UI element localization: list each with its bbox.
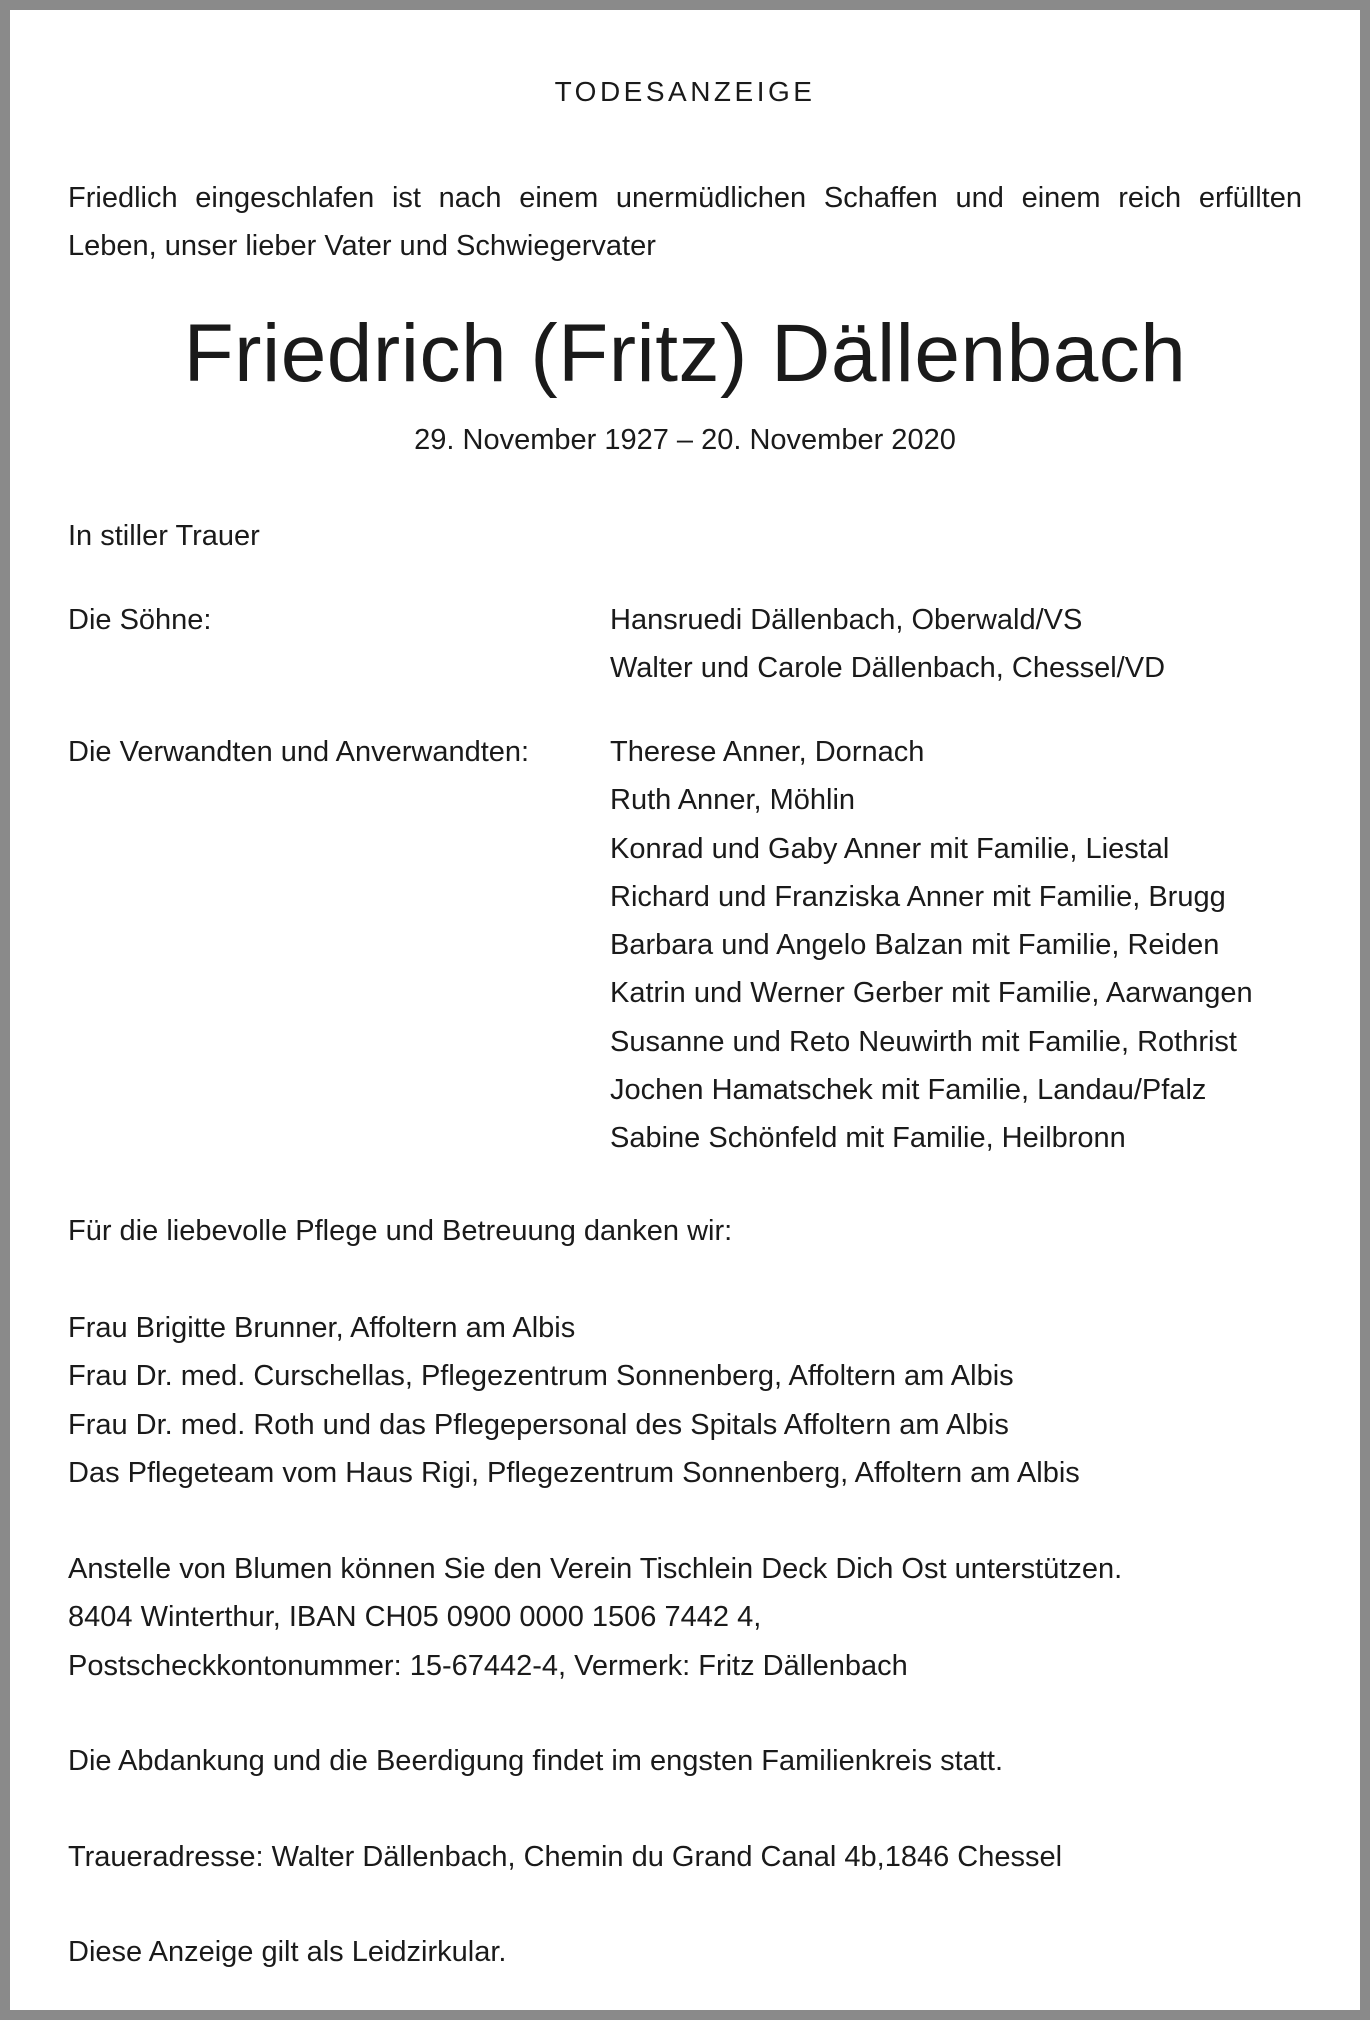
funeral-note: Die Abdankung und die Beerdigung findet im engsten Familienkreis statt. bbox=[68, 1745, 1004, 1777]
donation-line: 8404 Winterthur, IBAN CH05 0900 0000 1506 7442 4, bbox=[68, 1601, 762, 1634]
thanks-entry: Frau Brigitte Brunner, Affoltern am Albis bbox=[68, 1312, 576, 1344]
thanks-entry: Das Pflegeteam vom Haus Rigi, Pflegezentrum Sonnenberg, Affoltern am Albis bbox=[68, 1456, 1080, 1489]
thanks-entry: Frau Dr. med. Curschellas, Pflegezentrum Sonnenberg, Affoltern am Albis bbox=[68, 1360, 1014, 1393]
relative-entry: Jochen Hamatschek mit Familie, Landau/Pfalz bbox=[610, 1074, 1207, 1107]
intro-paragraph: Friedlich eingeschlafen ist nach einem unermüdlichen Schaffen und einem reich erfüllten Leben, unser lieber Vater und Schwiegervater bbox=[68, 182, 1302, 262]
relative-entry: Konrad und Gaby Anner mit Familie, Liestal bbox=[610, 832, 1170, 865]
relative-entry: Sabine Schönfeld mit Familie, Heilbronn bbox=[610, 1122, 1126, 1155]
document-heading: TODESANZEIGE bbox=[554, 76, 816, 107]
mourning-address: Traueradresse: Walter Dällenbach, Chemin du Grand Canal 4b,1846 Chessel bbox=[68, 1841, 1063, 1873]
donation-line: Postscheckkontonummer: 15-67442-4, Vermerk: Fritz Dällenbach bbox=[68, 1649, 908, 1682]
relatives-label: Die Verwandten und Anverwandten: bbox=[68, 736, 530, 768]
relative-entry: Susanne und Reto Neuwirth mit Familie, Rothrist bbox=[610, 1025, 1237, 1058]
obituary-content bbox=[68, 10, 1302, 2010]
relative-entry: Barbara und Angelo Balzan mit Familie, Reiden bbox=[610, 929, 1220, 962]
thanks-intro: Für die liebevolle Pflege und Betreuung danken wir: bbox=[68, 1215, 733, 1247]
deceased-name: Friedrich (Fritz) Dällenbach bbox=[183, 308, 1187, 399]
life-dates: 29. November 1927 – 20. November 2020 bbox=[414, 424, 956, 456]
relative-entry: Richard und Franziska Anner mit Familie, Brugg bbox=[610, 880, 1226, 913]
son-entry: Walter und Carole Dällenbach, Chessel/VD bbox=[610, 652, 1166, 685]
donation-line: Anstelle von Blumen können Sie den Verein Tischlein Deck Dich Ost unterstützen. bbox=[68, 1553, 1123, 1585]
relatives-list bbox=[610, 728, 1253, 1163]
thanks-list bbox=[68, 1304, 1080, 1497]
son-entry: Hansruedi Dällenbach, Oberwald/VS bbox=[610, 604, 1083, 636]
mourning-line: In stiller Trauer bbox=[68, 520, 260, 552]
sons-label: Die Söhne: bbox=[68, 604, 212, 636]
relative-entry: Ruth Anner, Möhlin bbox=[610, 784, 856, 817]
thanks-entry: Frau Dr. med. Roth und das Pflegepersonal des Spitals Affoltern am Albis bbox=[68, 1408, 1009, 1441]
closing-note: Diese Anzeige gilt als Leidzirkular. bbox=[68, 1936, 507, 1968]
relative-entry: Katrin und Werner Gerber mit Familie, Aarwangen bbox=[610, 977, 1253, 1010]
relative-entry: Therese Anner, Dornach bbox=[610, 736, 925, 768]
donation-paragraph bbox=[68, 1545, 1122, 1690]
sons-list bbox=[610, 596, 1165, 693]
